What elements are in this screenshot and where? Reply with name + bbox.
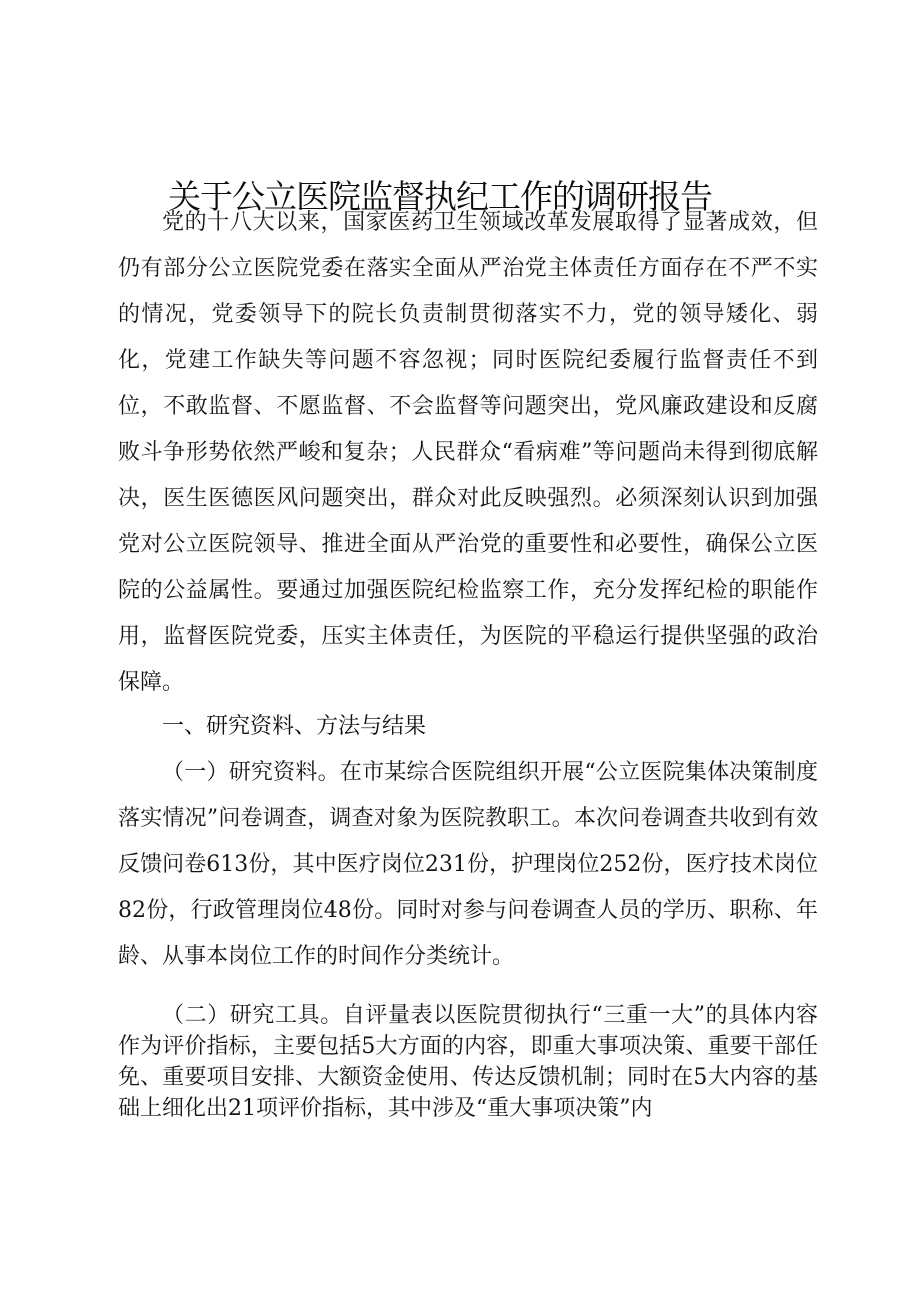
document-title: 关于公立医院监督执纪工作的调研报告 [168,177,712,216]
section-heading-research: 一、研究资料、方法与结果 [162,714,427,739]
research-materials-paragraph: （一）研究资料。在市某综合医院组织开展“公立医院集体决策制度落实情况”问卷调查，调查对象为医院教职工。本次问卷调查共收到有效反馈问卷613份，其中医疗岗位231份，护理岗位252份，医疗技术岗位82份，行政管理岗位48份。同时对参与问卷调查人员的学历、职称、年龄、从事本岗位工作的时间作分类统计。 [118,760,818,969]
intro-paragraph: 党的十八大以来，国家医药卫生领域改革发展取得了显著成效，但仍有部分公立医院党委在落实全面从严治党主体责任方面存在不严不实的情况，党委领导下的院长负责制贯彻落实不力，党的领导矮化、弱化，党建工作缺失等问题不容忽视；同时医院纪委履行监督责任不到位，不敢监督、不愿监督、不会监督等问题突出，党风廉政建设和反腐败斗争形势依然严峻和复杂；人民群众“看病难”等问题尚未得到彻底解决，医生医德医风问题突出，群众对此反映强烈。必须深刻认识到加强党对公立医院领导、推进全面从严治党的重要性和必要性，确保公立医院的公益属性。要通过加强医院纪检监察工作，充分发挥纪检的职能作用，监督医院党委，压实主体责任，为医院的平稳运行提供坚强的政治保障。 [118,210,818,695]
research-tools-paragraph: （二）研究工具。自评量表以医院贯彻执行“三重一大”的具体内容作为评价指标，主要包括5大方面的内容，即重大事项决策、重要干部任免、重要项目安排、大额资金使用、传达反馈机制；同时在5大内容的基础上细化出21项评价指标，其中涉及“重大事项决策”内 [118,1003,818,1121]
